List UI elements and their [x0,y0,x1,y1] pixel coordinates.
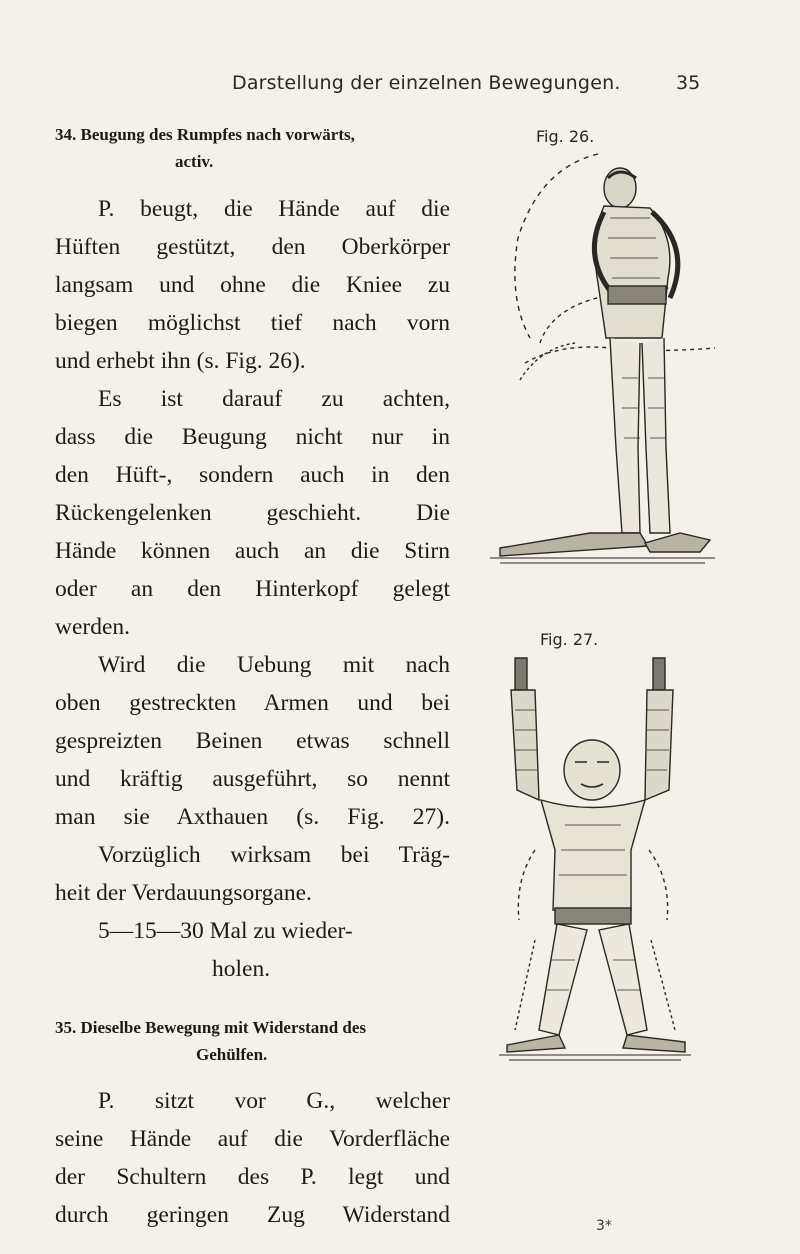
section-34-heading: 34. Beugung des Rumpfes nach vorwärts, [55,125,355,144]
paragraph-line: werden. [55,614,131,640]
fig-26-label: Fig. 26. [536,127,595,146]
paragraph-line: Rückengelenken geschieht. Die [55,500,450,526]
paragraph-line: Vorzüglich wirksam bei Träg- [98,842,450,868]
page-number: 35 [676,72,701,94]
paragraph-line: und erhebt ihn (s. Fig. 26). [55,348,306,374]
paragraph-line: 5—15—30 Mal zu wieder- [98,918,353,944]
paragraph-line: P. beugt, die Hände auf die [98,196,450,222]
section-35-heading-cont: Gehülfen. [196,1045,268,1064]
paragraph-line: dass die Beugung nicht nur in [55,424,450,450]
fig-26-illustration [480,148,720,573]
paragraph-line: Hüften gestützt, den Oberkörper [55,234,450,260]
paragraph-line: der Schultern des P. legt und [55,1164,450,1190]
paragraph-line: holen. [212,956,271,982]
paragraph-line: man sie Axthauen (s. Fig. 27). [55,804,450,830]
fig-27-illustration [495,650,695,1070]
running-title: Darstellung der einzelnen Bewegungen. [232,72,621,94]
paragraph-line: den Hüft-, sondern auch in den [55,462,450,488]
paragraph-line: P. sitzt vor G., welcher [98,1088,450,1114]
fig-27-label: Fig. 27. [540,630,599,649]
paragraph-line: heit der Verdauungsorgane. [55,880,312,906]
paragraph-line: langsam und ohne die Kniee zu [55,272,450,298]
paragraph-line: gespreizten Beinen etwas schnell [55,728,450,754]
paragraph-line: oder an den Hinterkopf gelegt [55,576,450,602]
paragraph-line: biegen möglichst tief nach vorn [55,310,450,336]
paragraph-line: und kräftig ausgeführt, so nennt [55,766,450,792]
paragraph-line: oben gestreckten Armen und bei [55,690,450,716]
paragraph-line: seine Hände auf die Vorderfläche [55,1126,450,1152]
signature-mark: 3* [596,1218,612,1234]
paragraph-line: Hände können auch an die Stirn [55,538,450,564]
paragraph-line: Wird die Uebung mit nach [98,652,450,678]
paragraph-line: durch geringen Zug Widerstand [55,1202,450,1228]
section-35-heading: 35. Dieselbe Bewegung mit Widerstand des [55,1018,367,1037]
paragraph-line: Es ist darauf zu achten, [98,386,450,412]
section-34-heading-cont: activ. [175,152,214,171]
